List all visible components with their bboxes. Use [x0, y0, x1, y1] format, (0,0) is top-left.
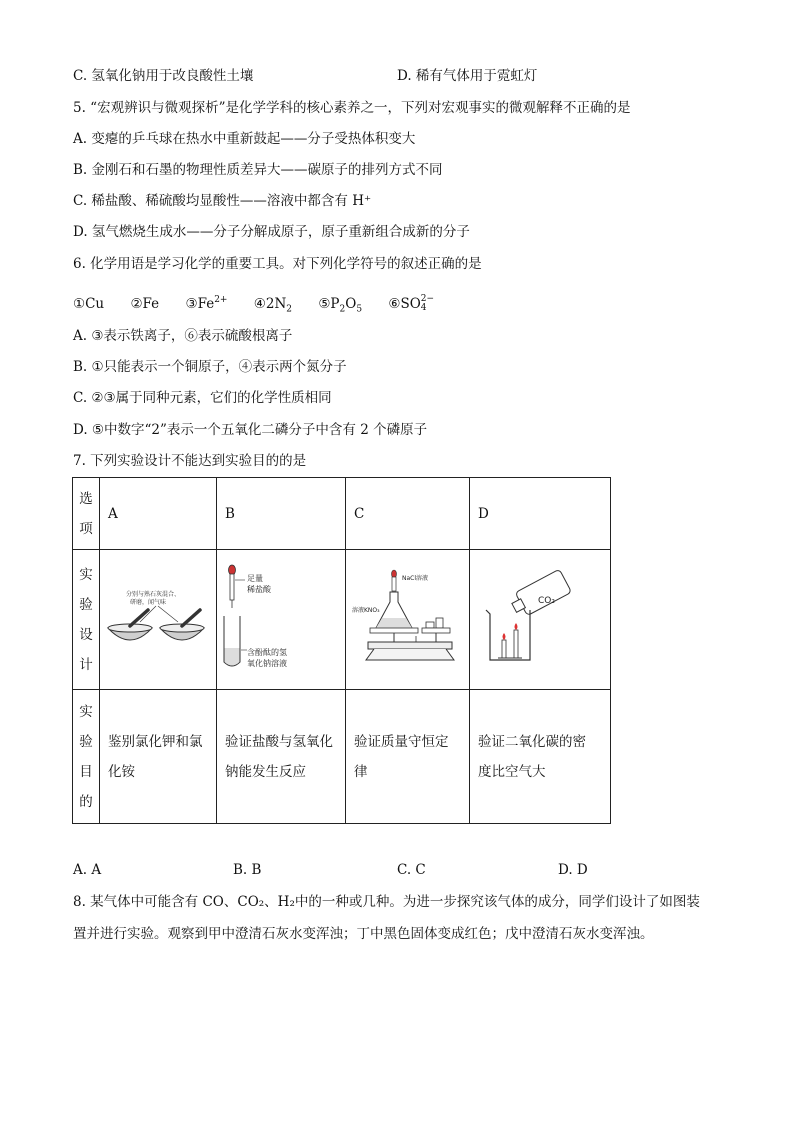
- q7-answer-d: D. D: [558, 862, 588, 878]
- figure-b-cell: [217, 550, 346, 690]
- q5-option-c: C. 稀盐酸、稀硫酸均显酸性——溶液中都含有 H⁺: [73, 193, 372, 209]
- dropper-test-tube-figure: [217, 550, 345, 685]
- purpose-c: 验证质量守恒定 律: [346, 690, 470, 824]
- q7-answer-a: A. A: [73, 862, 102, 878]
- co2-candle-figure: [470, 550, 610, 685]
- q4-option-d: D. 稀有气体用于霓虹灯: [397, 68, 538, 84]
- purpose-d: 验证二氧化碳的密 度比空气大: [470, 690, 611, 824]
- row-header-purpose: 实 验 目 的: [73, 690, 100, 824]
- q6-symbol-list: [73, 290, 456, 319]
- table-row-options: [73, 478, 611, 550]
- svg-text:CO₂: CO₂: [538, 596, 555, 606]
- svg-text:含酚酞的氢: 含酚酞的氢: [247, 648, 287, 657]
- figure-a-cell: [100, 550, 217, 690]
- svg-text:NaCl溶液: NaCl溶液: [402, 575, 429, 582]
- svg-text:足量: 足量: [247, 574, 263, 583]
- symbol-1: ①Cu: [73, 295, 105, 312]
- row-header-design: 实 验 设 计: [73, 550, 100, 690]
- q6-stem: 6. 化学用语是学习化学的重要工具。对下列化学符号的叙述正确的是: [73, 256, 482, 272]
- q6-option-b: B. ①只能表示一个铜原子，④表示两个氮分子: [73, 359, 347, 375]
- svg-text:稀盐酸: 稀盐酸: [247, 585, 271, 594]
- q6-option-a: A. ③表示铁离子，⑥表示硫酸根离子: [73, 328, 293, 344]
- symbol-5: $⑤P_2O_5$: [318, 295, 363, 315]
- q8-line-2: 置并进行实验。观察到甲中澄清石灰水变浑浊；丁中黑色固体变成红色；戊中澄清石灰水变浑浊。: [73, 926, 654, 942]
- purpose-a: 鉴别氯化钾和氯 化铵: [100, 690, 217, 824]
- column-header-d: D: [470, 478, 611, 550]
- experiment-table: [72, 477, 611, 824]
- q5-option-b: B. 金刚石和石墨的物理性质差异大——碳原子的排列方式不同: [73, 162, 443, 178]
- q6-option-c: C. ②③属于同种元素，它们的化学性质相同: [73, 390, 332, 406]
- svg-text:分别与熟石灰混合、: 分别与熟石灰混合、: [126, 591, 181, 598]
- column-header-b: B: [217, 478, 346, 550]
- column-header-a: A: [100, 478, 217, 550]
- svg-text:研磨，闻气味: 研磨，闻气味: [130, 599, 167, 606]
- table-row-purpose: [73, 690, 611, 824]
- balance-flask-figure: [346, 550, 469, 685]
- column-header-c: C: [346, 478, 470, 550]
- figure-c-cell: [346, 550, 470, 690]
- purpose-b: 验证盐酸与氢氧化 钠能发生反应: [217, 690, 346, 824]
- svg-text:溶液KNO₃: 溶液KNO₃: [352, 607, 380, 614]
- symbol-2: ②Fe: [130, 295, 160, 312]
- mortar-pestle-figure: [100, 550, 216, 685]
- q7-answer-b: B. B: [233, 862, 262, 878]
- row-header-option: 选 项: [73, 478, 100, 550]
- q7-stem: 7. 下列实验设计不能达到实验目的的是: [73, 453, 307, 469]
- svg-text:氧化钠溶液: 氧化钠溶液: [247, 659, 287, 668]
- q6-option-d: D. ⑤中数字“2”表示一个五氧化二磷分子中含有 2 个磷原子: [73, 422, 428, 438]
- symbol-3: $③Fe^{2+}$: [185, 295, 228, 312]
- q5-option-a: A. 变瘪的乒乓球在热水中重新鼓起——分子受热体积变大: [73, 131, 416, 147]
- q4-option-c: C. 氢氧化钠用于改良酸性土壤: [73, 68, 254, 84]
- symbol-4: $④2N_2$: [253, 295, 293, 315]
- symbol-6: ⑥SO 2− 4: [388, 294, 435, 313]
- q5-stem: 5. “宏观辨识与微观探析”是化学学科的核心素养之一，下列对宏观事实的微观解释不正确的是: [73, 100, 631, 116]
- table-row-design: [73, 550, 611, 690]
- q7-answer-c: C. C: [397, 862, 426, 878]
- figure-d-cell: [470, 550, 611, 690]
- q5-option-d: D. 氢气燃烧生成水——分子分解成原子，原子重新组合成新的分子: [73, 224, 470, 240]
- q8-line-1: 8. 某气体中可能含有 CO、CO₂、H₂中的一种或几种。为进一步探究该气体的成分，同学们设计了如图装: [73, 894, 700, 910]
